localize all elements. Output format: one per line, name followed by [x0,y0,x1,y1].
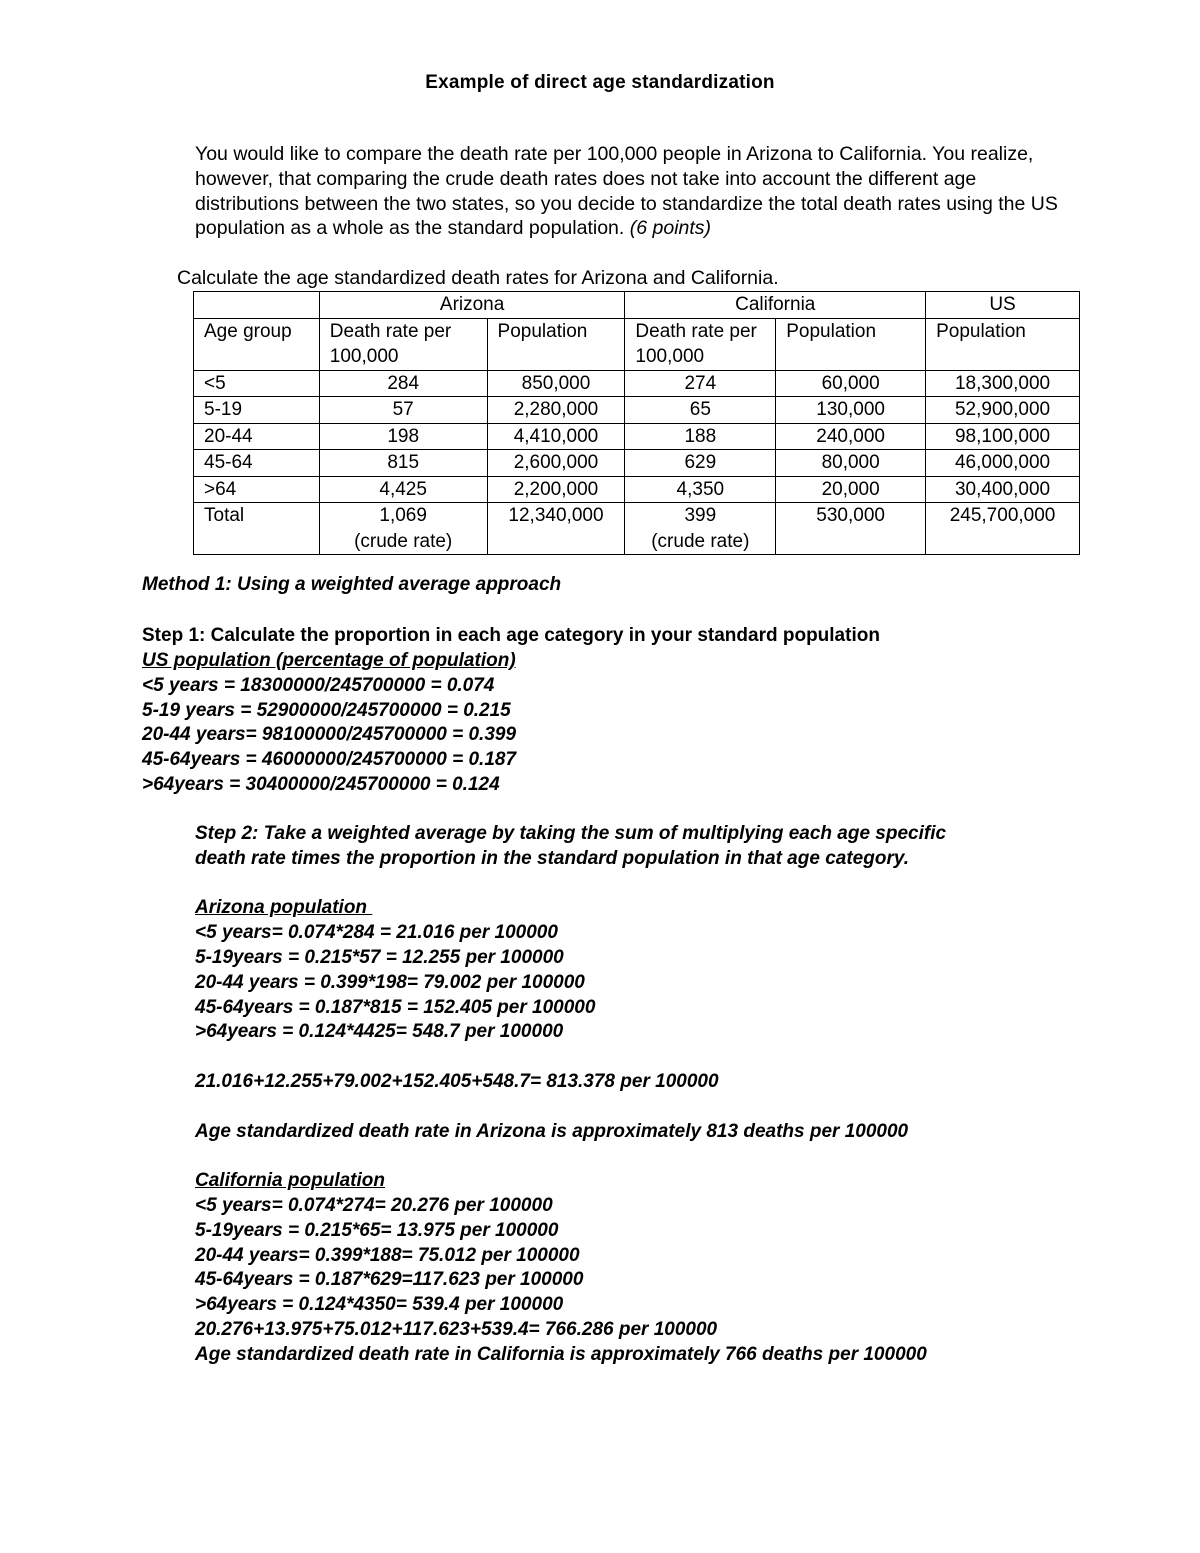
table-cell-empty [194,292,320,319]
california-line: >64years = 0.124*4350= 539.4 per 100000 [195,1294,564,1316]
group-header-us: US [926,292,1080,319]
cell-az-pop: 4,410,000 [487,423,625,450]
cell-ca-pop: 240,000 [776,423,926,450]
column-header: Population [487,318,625,370]
step1-line: 20-44 years= 98100000/245700000 = 0.399 [142,724,517,746]
az-crude-note: (crude rate) [354,530,453,552]
cell-ca-pop: 60,000 [776,370,926,397]
california-line: 20-44 years= 0.399*188= 75.012 per 100000 [195,1244,580,1266]
cell-us-pop: 46,000,000 [926,450,1080,477]
cell-ca-pop: 130,000 [776,397,926,424]
arizona-sum: 21.016+12.255+79.002+152.405+548.7= 813.378 per 100000 [195,1070,719,1092]
intro-text: You would like to compare the death rate per 100,000 people in Arizona to California. You realize, however, that comparing the crude death rates does not take into account the different age distributions between the two states, so you decide to standardize the total death rates using the US population as a whole as the standard population. [195,143,1058,240]
cell-az-rate: 284 [319,370,487,397]
cell-ca-rate: 65 [625,397,776,424]
cell-ca-rate [625,503,776,555]
cell-az-pop: 12,340,000 [487,503,625,555]
step1-line: 5-19 years = 52900000/245700000 = 0.215 [142,699,511,721]
cell-ca-rate: 274 [625,370,776,397]
table-group-header-row [194,292,1080,319]
california-line: <5 years= 0.074*274= 20.276 per 100000 [195,1194,553,1216]
arizona-conclusion: Age standardized death rate in Arizona is approximately 813 deaths per 100000 [195,1120,909,1142]
table-row [194,450,1080,477]
ca-crude-rate: 399 [684,505,717,526]
cell-az-rate [319,503,487,555]
cell-us-pop: 98,100,000 [926,423,1080,450]
document-title: Example of direct age standardization [425,72,775,93]
instruction-text: Calculate the age standardized death rates for Arizona and California. [177,267,779,289]
cell-age: <5 [194,370,320,397]
cell-az-pop: 2,600,000 [487,450,625,477]
cell-ca-rate: 629 [625,450,776,477]
points-label: (6 points) [629,217,712,240]
cell-ca-rate: 4,350 [625,476,776,503]
step1-block [142,649,516,798]
cell-age: 20-44 [194,423,320,450]
cell-ca-pop: 530,000 [776,503,926,555]
cell-az-rate: 815 [319,450,487,477]
step2-heading-line: death rate times the proportion in the standard population in that age category. [195,847,909,869]
arizona-line: 45-64years = 0.187*815 = 152.405 per 100000 [195,996,596,1018]
az-crude-rate: 1,069 [379,505,427,526]
cell-us-pop: 52,900,000 [926,397,1080,424]
cell-az-rate: 198 [319,423,487,450]
column-header: Death rate per 100,000 [625,318,776,370]
arizona-line: 20-44 years = 0.399*198= 79.002 per 100000 [195,971,585,993]
cell-ca-pop: 20,000 [776,476,926,503]
california-line: 5-19years = 0.215*65= 13.975 per 100000 [195,1219,559,1241]
table-column-header-row [194,318,1080,370]
step2-heading-line: Step 2: Take a weighted average by taking the sum of multiplying each age specific [195,823,947,844]
cell-age: 45-64 [194,450,320,477]
california-subheading: California population [195,1170,385,1192]
cell-us-pop: 18,300,000 [926,370,1080,397]
column-header: Population [926,318,1080,370]
table-row [194,423,1080,450]
data-table [193,291,1080,555]
step1-subheading: US population (percentage of population) [142,650,516,671]
cell-az-pop: 2,280,000 [487,397,625,424]
arizona-line: <5 years= 0.074*284 = 21.016 per 100000 [195,922,558,944]
table-total-row [194,503,1080,555]
step1-heading: Step 1: Calculate the proportion in each age category in your standard population [142,625,880,646]
cell-az-rate: 57 [319,397,487,424]
step2-block [195,822,946,1368]
cell-age: Total [194,503,320,555]
column-header: Death rate per 100,000 [319,318,487,370]
group-header-california: California [625,292,926,319]
arizona-line: 5-19years = 0.215*57 = 12.255 per 100000 [195,946,564,968]
cell-az-pop: 850,000 [487,370,625,397]
cell-ca-rate: 188 [625,423,776,450]
step1-line: <5 years = 18300000/245700000 = 0.074 [142,674,495,696]
cell-az-rate: 4,425 [319,476,487,503]
step1-line: 45-64years = 46000000/245700000 = 0.187 [142,749,517,771]
cell-us-pop: 245,700,000 [926,503,1080,555]
cell-az-pop: 2,200,000 [487,476,625,503]
california-sum: 20.276+13.975+75.012+117.623+539.4= 766.286 per 100000 [195,1318,718,1340]
method-heading: Method 1: Using a weighted average approach [142,574,562,595]
intro-paragraph [195,142,1075,241]
california-line: 45-64years = 0.187*629=117.623 per 100000 [195,1269,584,1291]
ca-crude-note: (crude rate) [651,530,750,552]
table-row [194,397,1080,424]
group-header-arizona: Arizona [319,292,625,319]
column-header: Population [776,318,926,370]
cell-age: 5-19 [194,397,320,424]
cell-us-pop: 30,400,000 [926,476,1080,503]
arizona-subheading: Arizona population [195,897,373,919]
arizona-line: >64years = 0.124*4425= 548.7 per 100000 [195,1021,564,1043]
table-row [194,370,1080,397]
column-header: Age group [194,318,320,370]
step1-line: >64years = 30400000/245700000 = 0.124 [142,773,500,795]
table-row [194,476,1080,503]
cell-ca-pop: 80,000 [776,450,926,477]
cell-age: >64 [194,476,320,503]
california-conclusion: Age standardized death rate in California is approximately 766 deaths per 100000 [195,1343,927,1365]
